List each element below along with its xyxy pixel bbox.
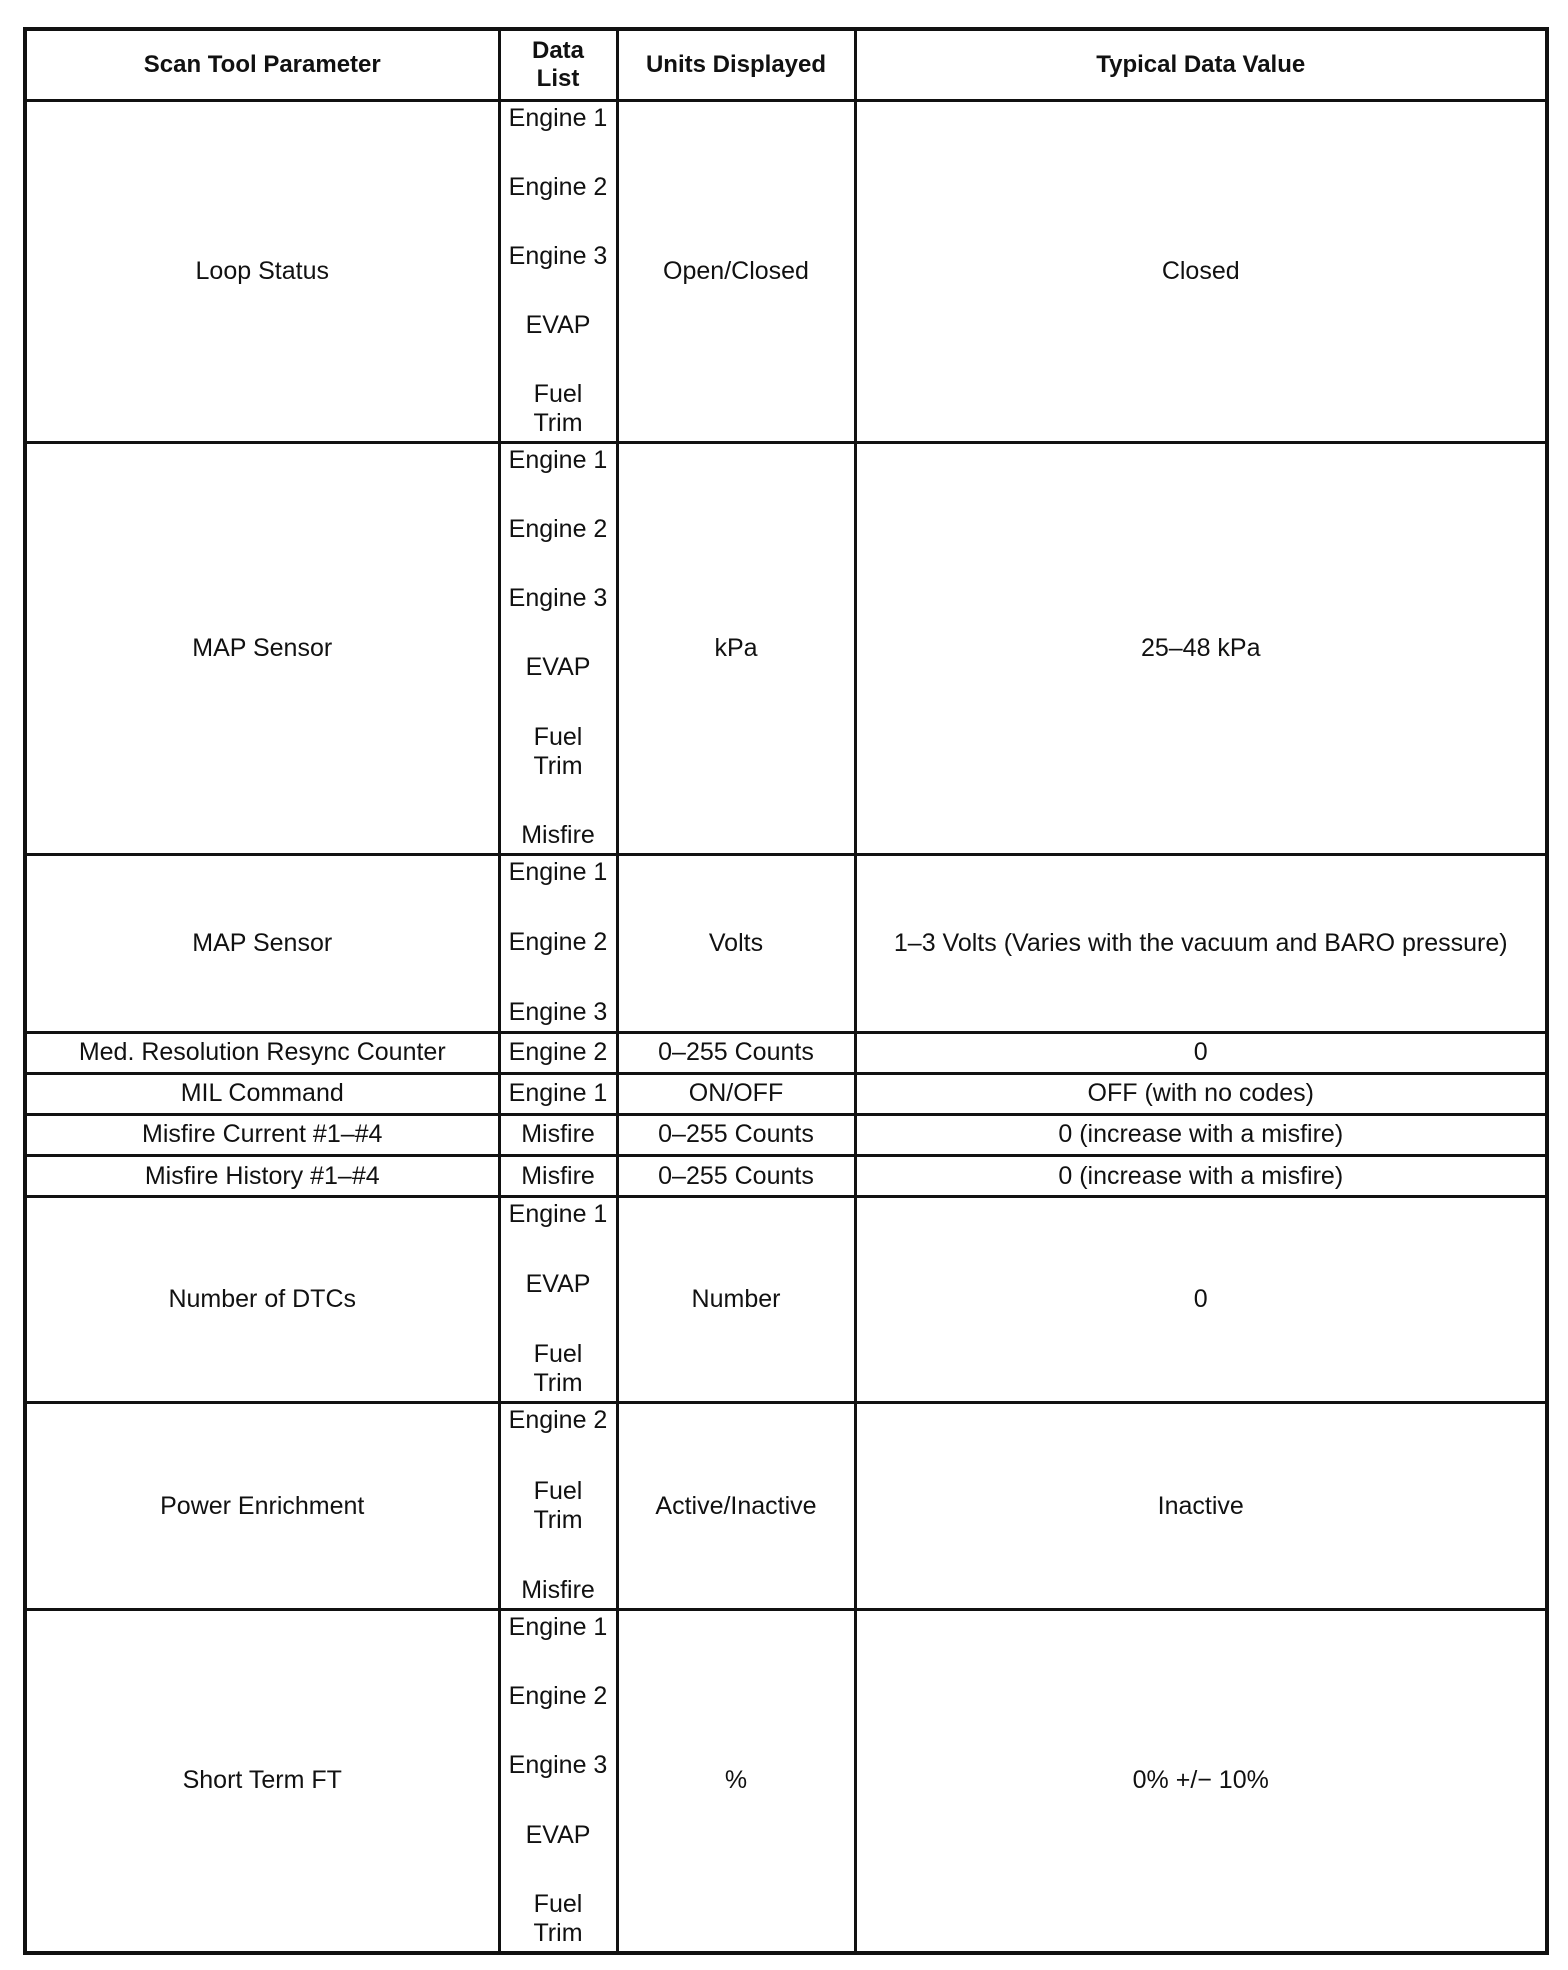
data-list-item-engine-1: Engine 1 [508, 103, 608, 132]
units-cell: 0–255 Counts [617, 1156, 855, 1197]
data-list-item-misfire: Misfire [521, 1120, 595, 1149]
data-list-item-fuel-trim: Fuel Trim [533, 379, 583, 437]
table-body [25, 100, 1547, 1953]
data-list-item-fuel-trim: Fuel Trim [533, 722, 583, 780]
parameter-cell: MAP Sensor [25, 854, 499, 1032]
scan-tool-data-table [23, 27, 1549, 1955]
data-list [503, 856, 614, 1031]
data-list-cell [499, 1114, 617, 1155]
table-row [25, 1197, 1547, 1403]
typical-value-cell: 0 (increase with a misfire) [855, 1156, 1547, 1197]
data-list [503, 1198, 614, 1401]
units-cell: kPa [617, 442, 855, 854]
parameter-cell: MIL Command [25, 1073, 499, 1114]
data-list [503, 1404, 614, 1608]
header-data-list [499, 29, 617, 100]
units-cell: % [617, 1609, 855, 1953]
units-cell: Volts [617, 854, 855, 1032]
units-cell: 0–255 Counts [617, 1032, 855, 1073]
data-list [503, 1157, 614, 1195]
parameter-cell: MAP Sensor [25, 442, 499, 854]
table-row [25, 1156, 1547, 1197]
data-list-item-misfire: Misfire [521, 1575, 595, 1604]
units-cell: 0–255 Counts [617, 1114, 855, 1155]
table-row [25, 1073, 1547, 1114]
parameter-cell: Med. Resolution Resync Counter [25, 1032, 499, 1073]
data-list-item-engine-1: Engine 1 [508, 1079, 608, 1108]
header-row [25, 29, 1547, 100]
table-row [25, 442, 1547, 854]
data-list-cell [499, 442, 617, 854]
data-list-cell [499, 854, 617, 1032]
typical-value-cell: 25–48 kPa [855, 442, 1547, 854]
typical-value-cell: 0 (increase with a misfire) [855, 1114, 1547, 1155]
typical-value-cell: Closed [855, 100, 1547, 442]
parameter-cell: Loop Status [25, 100, 499, 442]
data-list-item-engine-2: Engine 2 [508, 1682, 608, 1711]
data-list [503, 1611, 614, 1951]
data-list-cell [499, 1073, 617, 1114]
data-list-cell [499, 1032, 617, 1073]
data-list-item-engine-1: Engine 1 [508, 1612, 608, 1641]
data-list-item-engine-2: Engine 2 [508, 1038, 608, 1067]
data-list-item-fuel-trim: Fuel Trim [533, 1340, 583, 1398]
units-cell: Active/Inactive [617, 1403, 855, 1610]
typical-value-cell: 0 [855, 1032, 1547, 1073]
data-list-item-engine-1: Engine 1 [508, 857, 608, 886]
data-list-item-evap: EVAP [525, 653, 591, 682]
parameter-cell: Misfire Current #1–#4 [25, 1114, 499, 1155]
data-list-cell [499, 1609, 617, 1953]
data-list-item-fuel-trim: Fuel Trim [533, 1476, 583, 1534]
data-list-cell [499, 1403, 617, 1610]
data-list-cell [499, 100, 617, 442]
data-list [503, 1034, 614, 1072]
data-list-item-fuel-trim: Fuel Trim [533, 1889, 583, 1947]
table-row [25, 1609, 1547, 1953]
parameter-cell: Short Term FT [25, 1609, 499, 1953]
typical-value-cell: OFF (with no codes) [855, 1073, 1547, 1114]
units-cell: ON/OFF [617, 1073, 855, 1114]
units-cell: Open/Closed [617, 100, 855, 442]
data-list-item-misfire: Misfire [521, 1161, 595, 1190]
data-list-item-engine-3: Engine 3 [508, 241, 608, 270]
data-list [503, 1075, 614, 1113]
data-list-item-engine-1: Engine 1 [508, 1200, 608, 1229]
data-list-cell [499, 1197, 617, 1403]
data-list-item-engine-1: Engine 1 [508, 445, 608, 474]
header-scan-tool-parameter: Scan Tool Parameter [25, 29, 499, 100]
table-row [25, 854, 1547, 1032]
data-list-item-engine-2: Engine 2 [508, 1406, 608, 1435]
parameter-cell: Power Enrichment [25, 1403, 499, 1610]
data-list-item-evap: EVAP [525, 310, 591, 339]
parameter-cell: Misfire History #1–#4 [25, 1156, 499, 1197]
table-row [25, 1032, 1547, 1073]
units-cell: Number [617, 1197, 855, 1403]
data-list-item-evap: EVAP [525, 1820, 591, 1849]
header-units-displayed: Units Displayed [617, 29, 855, 100]
data-list [503, 444, 614, 853]
data-list [503, 1116, 614, 1154]
header-data-list-line-1: Data [531, 36, 585, 64]
data-list-item-engine-2: Engine 2 [508, 172, 608, 201]
data-list-item-engine-3: Engine 3 [508, 998, 608, 1027]
header-typical-data-value: Typical Data Value [855, 29, 1547, 100]
typical-value-cell: 1–3 Volts (Varies with the vacuum and BARO pressure) [855, 854, 1547, 1032]
header-data-list-line-2: List [536, 64, 580, 92]
data-list-item-engine-3: Engine 3 [508, 1751, 608, 1780]
table-row [25, 100, 1547, 442]
table-row [25, 1114, 1547, 1155]
data-list-item-evap: EVAP [525, 1270, 591, 1299]
data-list-item-misfire: Misfire [521, 820, 595, 849]
data-list [503, 102, 614, 441]
data-list-item-engine-3: Engine 3 [508, 584, 608, 613]
typical-value-cell: Inactive [855, 1403, 1547, 1610]
typical-value-cell: 0 [855, 1197, 1547, 1403]
table-row [25, 1403, 1547, 1610]
typical-value-cell: 0% +/− 10% [855, 1609, 1547, 1953]
parameter-cell: Number of DTCs [25, 1197, 499, 1403]
data-list-item-engine-2: Engine 2 [508, 928, 608, 957]
data-list-item-engine-2: Engine 2 [508, 515, 608, 544]
data-list-cell [499, 1156, 617, 1197]
